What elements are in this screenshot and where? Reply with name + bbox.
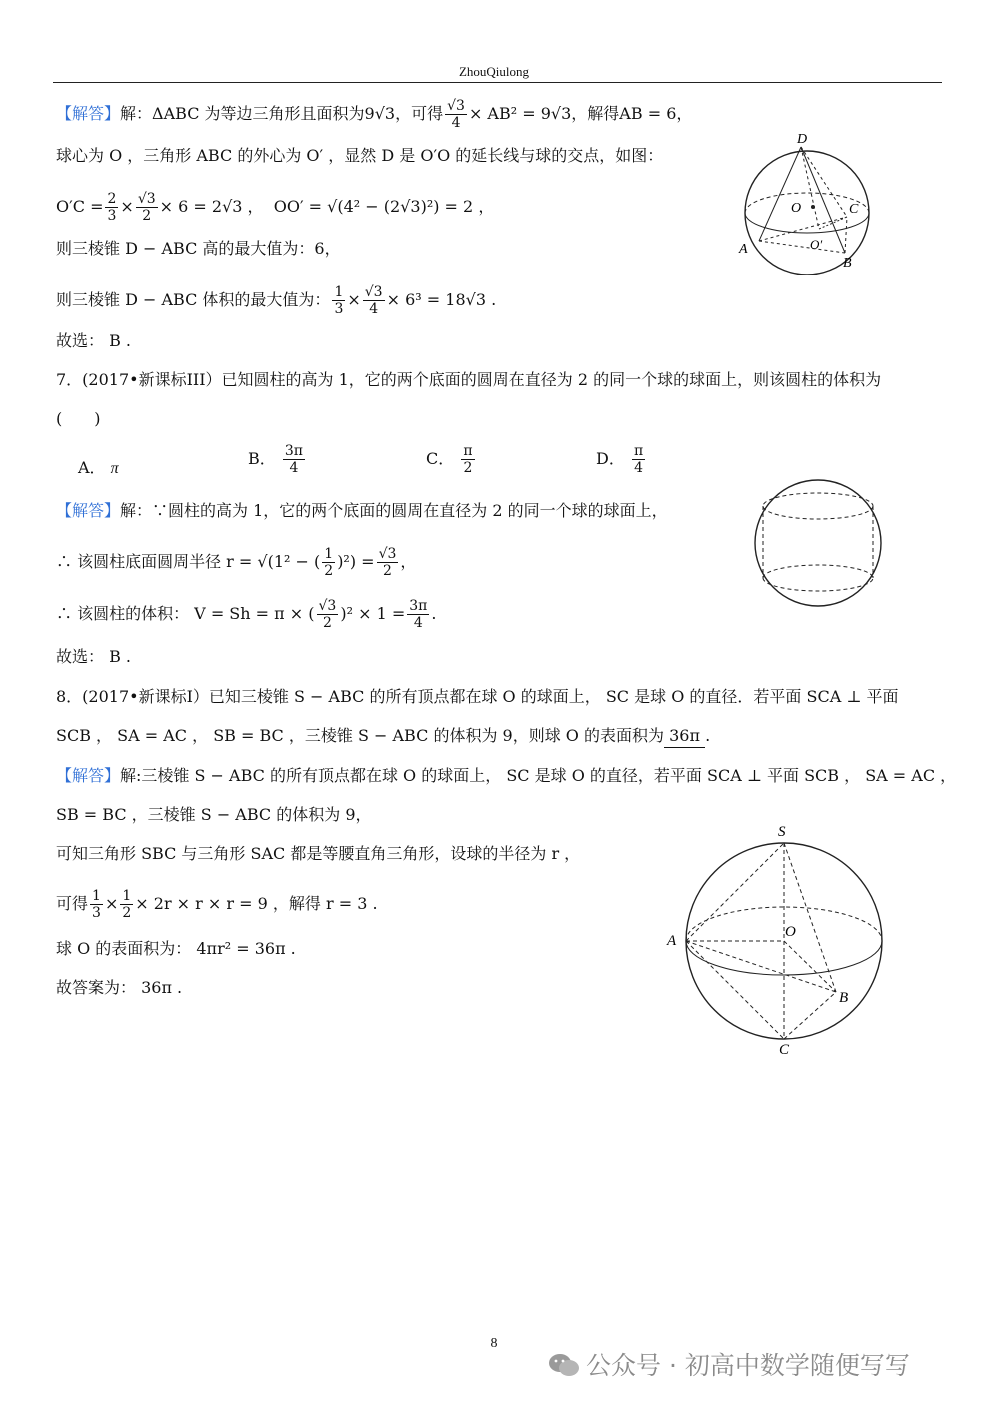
edge-SB xyxy=(784,843,836,992)
cylinder-bottom-front xyxy=(763,578,873,591)
edge-CB xyxy=(784,992,836,1039)
p8-solution-6: 故答案为： 36π . xyxy=(56,978,183,997)
edge-AB xyxy=(686,941,836,992)
edge-AB xyxy=(759,241,845,253)
sphere-pyramid-figure xyxy=(662,820,892,1060)
label-C: C xyxy=(849,202,859,217)
label-O: O xyxy=(785,924,796,940)
edge-AC xyxy=(759,217,847,241)
answer-tag: 【解答】 xyxy=(56,104,121,123)
p7-solution-1: 【解答】解：∵圆柱的高为 1，它的两个底面的圆周在直径为 2 的同一个球的球面上， xyxy=(56,501,668,520)
sphere-outline xyxy=(755,480,881,606)
axis-DO xyxy=(801,147,819,229)
p8-question-2: SCB ， SA = AC ， SB = BC ，三棱锥 S − ABC 的体积为 9，则球 O 的表面积为 36π . xyxy=(56,725,710,748)
page-header: ZhouQiulong xyxy=(458,64,530,79)
watermark: 公众号 · 初高中数学随便写写 xyxy=(586,1351,910,1380)
option-B[interactable]: B． $\frac{3\pi}{4}$ xyxy=(248,443,303,476)
edge-BC xyxy=(845,217,847,253)
p6-line-2: 球心为 O ，三角形 ABC 的外心为 O′ ，显然 D 是 O′O 的延长线与球的交点，如图： xyxy=(56,146,664,165)
option-C[interactable]: C． $\frac{\pi}{2}$ xyxy=(426,443,473,476)
p8-question-1: 8．(2017•新课标Ⅰ）已知三棱锥 S − ABC 的所有顶点都在球 O 的球面上， SC 是球 O 的直径．若平面 SCA ⊥ 平面 xyxy=(56,687,899,706)
label-S: S xyxy=(778,824,786,840)
page-number: 8 xyxy=(490,1336,498,1351)
label-A: A xyxy=(667,933,677,949)
cylinder-bottom-back xyxy=(763,565,873,578)
p7-question-2: ( ) xyxy=(56,409,101,428)
p7-question-1: 7．(2017•新课标III）已知圆柱的高为 1，它的两个底面的圆周在直径为 2 的同一个球的球面上，则该圆柱的体积为 xyxy=(56,370,882,389)
label-D: D xyxy=(797,132,808,147)
wechat-icon xyxy=(548,1352,580,1378)
label-B: B xyxy=(843,256,852,271)
label-A: A xyxy=(739,242,748,257)
p8-solution-4: 可得 $\frac{1}{3}$ × $\frac{1}{2}$ × 2r × r × r = 9 ，解得 r = 3 . xyxy=(56,888,378,921)
center-O xyxy=(811,205,815,209)
answer-tag: 【解答】 xyxy=(56,766,121,785)
p6-line-6: 故选： B . xyxy=(56,331,132,350)
p6-line-1: 【解答】解：ΔABC 为等边三角形且面积为9√3，可得 $\frac{√3}{4}$ × AB² = 9√3，解得AB = 6， xyxy=(56,98,693,131)
p7-solution-3: ∴ 该圆柱的体积： V = Sh = π × ( $\frac{√3}{2}$ )² × 1 = $\frac{3\pi}{4}$ . xyxy=(56,598,437,631)
label-O: O xyxy=(791,201,802,216)
option-A[interactable]: A． π xyxy=(78,458,119,477)
edge-AC xyxy=(686,941,784,1039)
cylinder-top xyxy=(763,493,873,519)
label-Oprime: O′ xyxy=(810,237,823,252)
edge-SA xyxy=(686,843,784,941)
p8-solution-1: 【解答】解:三棱锥 S − ABC 的所有顶点都在球 O 的球面上， SC 是球 O 的直径，若平面 SCA ⊥ 平面 SCB ， SA = AC ， xyxy=(56,766,957,785)
answer-blank: 36π xyxy=(664,725,705,748)
edge-DC xyxy=(801,147,847,217)
option-D[interactable]: D． $\frac{\pi}{4}$ xyxy=(596,443,644,476)
p7-solution-2: ∴ 该圆柱底面圆周半径 r = √(1² − ( $\frac{1}{2}$ )²) = $\frac{√3}{2}$ ， xyxy=(56,546,417,579)
p6-line-4: 则三棱锥 D − ABC 高的最大值为：6， xyxy=(56,239,341,258)
p8-solution-2: SB = BC ，三棱锥 S − ABC 的体积为 9， xyxy=(56,805,372,824)
label-C: C xyxy=(779,1042,790,1058)
p7-solution-4: 故选： B . xyxy=(56,647,132,666)
answer-tag: 【解答】 xyxy=(56,501,121,520)
sphere-tetrahedron-figure xyxy=(735,125,885,275)
fraction: $\frac{√3}{4}$ xyxy=(447,98,465,131)
sphere-cylinder-figure xyxy=(750,478,890,608)
edge-DA xyxy=(759,147,801,241)
radius-OB xyxy=(784,941,836,992)
p6-line-5: 则三棱锥 D − ABC 体积的最大值为： $\frac{1}{3}$ × $\frac{√3}{4}$ × 6³ = 18√3 . xyxy=(56,284,497,317)
p6-line-3: O′C = $\frac{2}{3}$ × $\frac{√3}{2}$ × 6 = 2√3 ， OO′ = √(4² − (2√3)²) = 2 ， xyxy=(56,191,495,224)
label-B: B xyxy=(839,990,849,1006)
header-rule xyxy=(53,82,942,83)
p8-solution-5: 球 O 的表面积为： 4πr² = 36π . xyxy=(56,939,296,958)
edge-DB xyxy=(801,147,845,253)
p8-solution-3: 可知三角形 SBC 与三角形 SAC 都是等腰直角三角形，设球的半径为 r ， xyxy=(56,844,581,863)
